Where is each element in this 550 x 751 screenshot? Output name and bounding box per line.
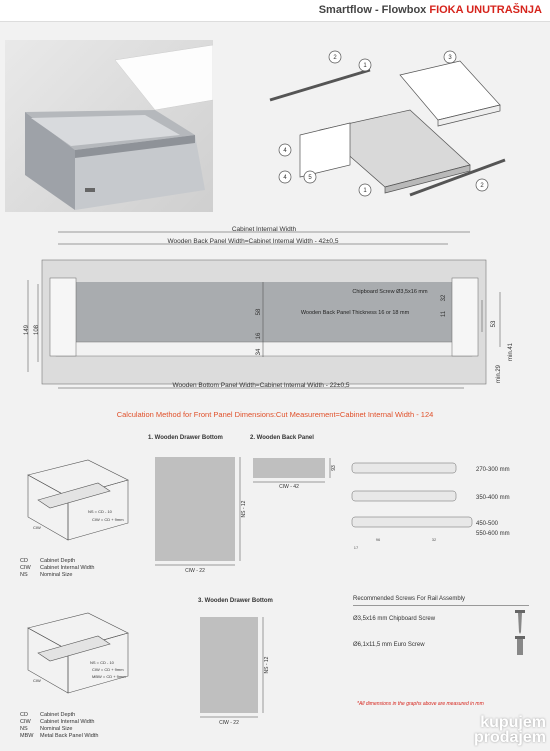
page-header <box>0 0 550 22</box>
rail-range-1: 270-300 mm <box>476 467 510 473</box>
callout-2a: 2 <box>333 55 337 61</box>
section1-panel <box>150 452 250 577</box>
legend1-value-ns: Nominal Size <box>40 572 73 578</box>
brand-title <box>319 4 542 16</box>
iso2-dim-ciw-side: CIW <box>33 678 41 683</box>
watermark-line-2: prodajem <box>473 729 546 746</box>
iso-cabinet-1 <box>18 455 138 545</box>
legend-1 <box>20 558 94 579</box>
brand-highlight: FIOKA UNUTRAŠNJA <box>429 4 542 16</box>
legend2-value-cd: Cabinet Depth <box>40 712 76 718</box>
callout-1b: 1 <box>363 188 367 194</box>
callout-3: 3 <box>448 55 452 61</box>
legend2-key-cd: CD <box>20 712 28 718</box>
exploded-view <box>260 45 510 220</box>
section2-title: 2. Wooden Back Panel <box>250 435 314 441</box>
screws-title: Recommended Screws For Rail Assembly <box>353 596 529 606</box>
callout-5: 5 <box>308 175 312 181</box>
brand-name: Smartflow - Flowbox <box>318 4 427 16</box>
screw-item-1-label: Ø3,5x16 mm Chipboard Screw <box>353 616 436 622</box>
legend2-key-ciw: CIW <box>20 719 31 725</box>
callout-4a: 4 <box>283 148 287 154</box>
rails-diagram <box>348 455 530 555</box>
screw-item-2-label: Ø6,1x11,5 mm Euro Screw <box>353 642 425 648</box>
euro-screw-icon <box>513 636 527 660</box>
iso1-dim-ciw-side: CIW <box>33 525 41 530</box>
iso2-dim-ciw: CIW = CD + 9mm <box>92 667 124 672</box>
thickness-note: Wooden Back Panel Thickness 16 or 18 mm <box>300 310 410 316</box>
hole-dim-2: 32 <box>431 537 437 542</box>
cabinet-width-label: Cabinet Internal Width <box>231 226 297 233</box>
legend1-value-ciw: Cabinet Internal Width <box>40 565 95 571</box>
product-photo <box>5 40 213 212</box>
section3-height: NS - 12 <box>264 656 270 674</box>
hole-dim-1: 96 <box>375 537 381 542</box>
legend1-key-ciw: CIW <box>20 565 31 571</box>
hole-dim-3: 17 <box>353 545 359 550</box>
iso1-dim-ciw: CIW = CD + 9mm <box>92 517 124 522</box>
dim-34: 34 <box>256 348 262 356</box>
iso-cabinet-2 <box>18 608 138 698</box>
chipboard-screw-icon <box>513 610 527 634</box>
back-panel-width-label: Wooden Back Panel Width=Cabinet Internal Width - 42±0,5 <box>167 238 339 245</box>
legend-2 <box>20 712 98 740</box>
section3-panel <box>195 612 275 727</box>
watermark <box>474 715 546 745</box>
iso2-dim-mbw: MBW = CD + 9mm <box>92 674 126 679</box>
calculation-note: Calculation Method for Front Panel Dimensions:Cut Measurement=Cabinet Internal Width - 124 <box>116 410 434 419</box>
rail-range-2: 350-400 mm <box>476 495 510 501</box>
screw-item-1 <box>353 616 529 642</box>
iso2-dim-ns: NS = CD - 10 <box>90 660 114 665</box>
dim-11: 11 <box>441 310 447 318</box>
dim-min41: min.41 <box>508 342 514 362</box>
screws-panel <box>353 596 529 668</box>
legend1-key-ns: NS <box>20 572 28 578</box>
callout-2b: 2 <box>480 183 484 189</box>
section3-width: CIW - 22 <box>219 720 239 726</box>
legend1-value-cd: Cabinet Depth <box>40 558 76 564</box>
screw-item-2 <box>353 642 529 668</box>
screw-note: Chipboard Screw Ø3,5x16 mm <box>352 289 428 295</box>
section2-panel <box>250 455 340 495</box>
section1-height: NS - 12 <box>241 500 247 518</box>
section1-width: CIW - 22 <box>185 568 205 574</box>
dim-32: 32 <box>441 294 447 302</box>
section1-title: 1. Wooden Drawer Bottom <box>148 435 223 441</box>
legend2-value-ns: Nominal Size <box>40 726 73 732</box>
callout-4b: 4 <box>283 175 287 181</box>
dim-min29: min.29 <box>496 364 502 384</box>
legend2-key-ns: NS <box>20 726 28 732</box>
dim-108: 108 <box>34 324 40 336</box>
dim-58: 58 <box>256 308 262 316</box>
watermark-line-1: kupujem <box>480 714 546 731</box>
legend2-value-mbw: Metal Back Panel Width <box>40 733 99 739</box>
legend2-key-mbw: MBW <box>20 733 34 739</box>
rail-range-4: 550-600 mm <box>476 531 510 537</box>
legend1-key-cd: CD <box>20 558 28 564</box>
dim-53: 53 <box>491 320 497 328</box>
section2-width: CIW - 42 <box>279 484 299 490</box>
measurement-note: *All dimensions in the graphs above are measured in mm <box>357 701 484 707</box>
dim-149: 149 <box>24 324 30 336</box>
section2-height: 93 <box>331 465 337 471</box>
dim-16: 16 <box>256 332 262 340</box>
section3-title: 3. Wooden Drawer Bottom <box>198 598 273 604</box>
main-section-drawing <box>20 222 530 400</box>
legend2-value-ciw: Cabinet Internal Width <box>40 719 95 725</box>
callout-1a: 1 <box>363 63 367 69</box>
bottom-panel-width-label: Wooden Bottom Panel Width=Cabinet Internal Width - 22±0,5 <box>172 382 350 389</box>
drawer-illustration <box>5 40 213 212</box>
iso1-dim-ns: NS = CD - 10 <box>88 509 112 514</box>
rail-range-3: 450-500 <box>476 521 499 527</box>
